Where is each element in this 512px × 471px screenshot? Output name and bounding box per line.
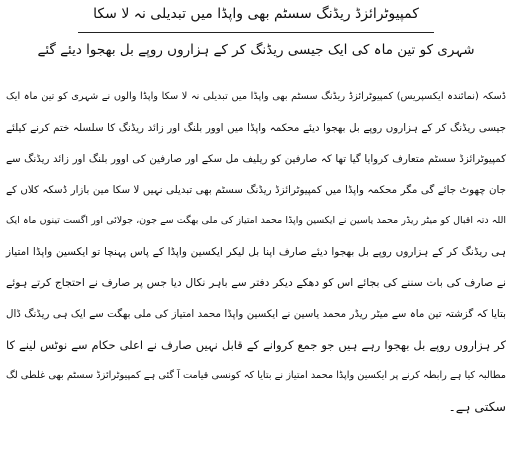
body-line: بتایا کہ گزشتہ تین ماہ سے میٹر ریڈر محمد یاسین نے ایکسین واپڈا محمد امتیاز کی ملی بھگت سے ایک ہی ریڈنگ ڈال [6,308,506,320]
body-line: کمپیوٹرائزڈ سسٹم متعارف کروایا گیا تھا کہ صارفین کو ریلیف مل سکے اور صارفین کی اوور بلنگ اور زائد ریڈنگ سے [6,153,506,165]
subheadline: شہری کو تین ماہ کی ایک جیسی ریڈنگ کر کے ہزاروں روپے بل بھجوا دیئے گئے [37,42,475,58]
headline-divider [78,32,434,33]
body-line: جیسی ریڈنگ کر کے ہزاروں روپے بل بھجوا دیئے محکمہ واپڈا میں اوور بلنگ اور زائد ریڈنگ کا سلسلہ ختم کرنے کیلئے [6,122,506,134]
body-line: جان چھوٹ جائے گی مگر محکمہ واپڈا میں کمپیوٹرائزڈ ریڈنگ سسٹم بھی تبدیلی نہیں لا سکا مین بازار ڈسکہ کلاں کے [6,184,506,196]
body-line: کر ہزاروں روپے بل بھجوا رہے ہیں جو جمع کروانے کے قابل نہیں صارف نے اعلی حکام سے نوٹس لینے کا [6,338,506,352]
body-line: مطالبہ کیا ہے رابطہ کرنے پر ایکسین واپڈا محمد امتیاز نے بتایا کہ کونسی قیامت آ گئی ہے کمپیوٹرائزڈ سسٹم بھی غلطی لگ [6,370,506,381]
body-line: نے صارف کی بات سننے کی بجائے اس کو دھکے دیکر دفتر سے باہر نکال دیا جس پر صارف نے احتجاج کرتے ہوئے [6,276,506,289]
headline: کمپیوٹرائزڈ ریڈنگ سسٹم بھی واپڈا میں تبدیلی نہ لا سکا [93,6,419,22]
body-line: ڈسکہ (نمائندہ ایکسپریس) کمپیوٹرائزڈ ریڈنگ سسٹم بھی واپڈا میں تبدیلی نہ لا سکا واپڈا والوں نے شہری کو تین ماہ ایک [6,91,506,102]
body-line: اللہ دتہ اقبال کو میٹر ریڈر محمد یاسین نے ایکسین واپڈا محمد امتیاز کی ملی بھگت سے جون، جولائی اور اگست تینوں ماہ ایک [6,215,506,226]
body-line: ہی ریڈنگ کر کے ہزاروں روپے بل بھجوا دیئے صارف اپنا بل لیکر ایکسین واپڈا کے پاس پہنچا تو ایکسین واپڈا امتیاز [6,246,506,258]
body-line: سکتی ہے۔ [448,399,506,414]
